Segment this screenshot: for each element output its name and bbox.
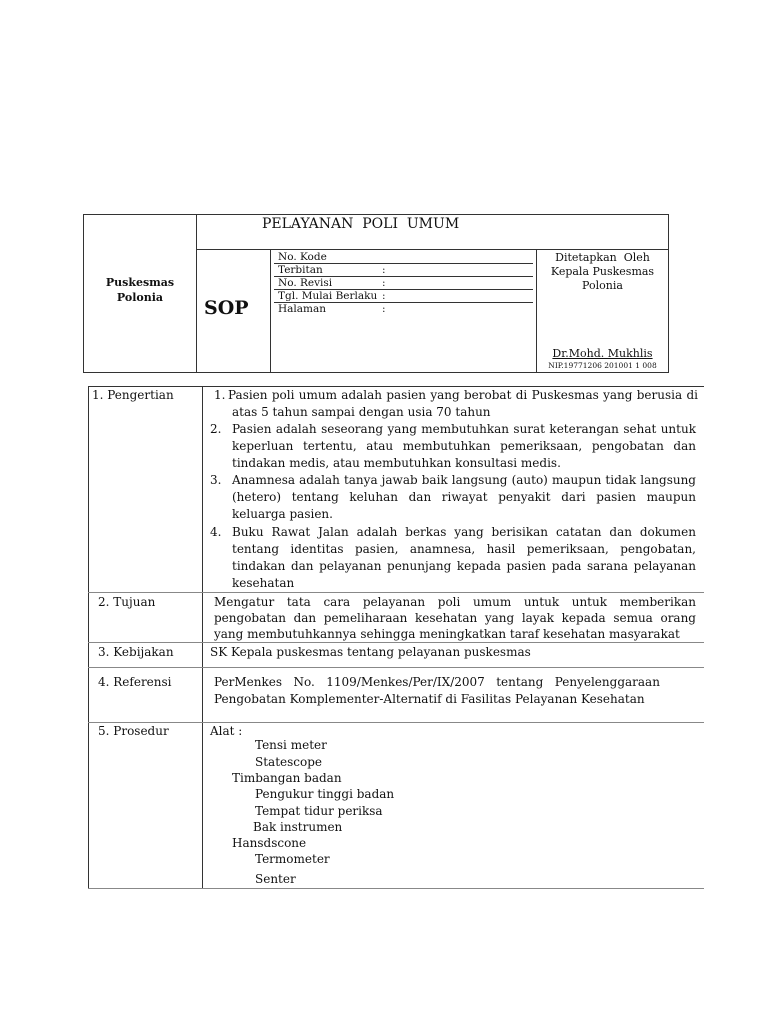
organization-name (84, 275, 196, 305)
field-label-kode: No. Kode (278, 251, 327, 263)
section-label-pengertian: 1. Pengertian (92, 388, 174, 402)
signatory-nip: NIP.19771206 201001 1 008 (548, 361, 657, 370)
field-colon-halaman: : (382, 303, 386, 315)
approval-block (537, 251, 668, 293)
section-label-prosedur: 5. Prosedur (98, 724, 169, 738)
field-label-terbitan: Terbitan (278, 264, 323, 276)
approval-line3: Polonia (582, 279, 623, 292)
field-label-halaman: Halaman (278, 303, 327, 315)
field-colon-tgl-mulai: : (382, 290, 386, 302)
referensi-line1: PerMenkes No. 1109/Menkes/Per/IX/2007 tentang Penyelenggaraan (214, 675, 660, 689)
field-colon-terbitan: : (382, 264, 386, 276)
pengertian-item: Pasien adalah seseorang yang membutuhkan surat keterangan sehat untuk keperluan tertentu, atau membutuhkan pemeriksaan, pengobatan dan tindakan medis, atau membutuhkan konsultasi medis. (232, 422, 696, 470)
alat-label: Alat : (210, 724, 243, 738)
field-colon-revisi: : (382, 277, 386, 289)
tool-item: Timbangan badan (232, 771, 342, 785)
tujuan-text: Mengatur tata cara pelayanan poli umum untuk untuk memberikan pengobatan dan pemeliharaan kesehatan yang layak kepada semua orang yang membutuhkannya sehingga meningkatkan taraf kesehatan masyarakat (214, 595, 696, 641)
section-label-referensi: 4. Referensi (98, 675, 172, 689)
tool-item: Senter (255, 872, 296, 886)
tool-item: Bak instrumen (253, 820, 343, 834)
organization-name-line2: Polonia (116, 291, 164, 304)
field-label-revisi: No. Revisi (278, 277, 333, 289)
organization-name-line1: Puskesmas (105, 276, 175, 289)
pengertian-item-number: 2. (210, 422, 222, 436)
referensi-line2: Pengobatan Komplementer-Alternatif di Fasilitas Pelayanan Kesehatan (214, 692, 645, 706)
tool-item: Tensi meter (255, 738, 327, 752)
approval-line1: Ditetapkan Oleh (555, 251, 650, 264)
tool-item: Hansdscone (232, 836, 307, 850)
section-label-kebijakan: 3. Kebijakan (98, 645, 174, 659)
pengertian-item: Anamnesa adalah tanya jawab baik langsung (auto) maupun tidak langsung (hetero) tentang keluhan dan riwayat penyakit dari pasien maupun keluarga pasien. (232, 473, 696, 521)
tool-item: Termometer (255, 852, 330, 866)
signatory-name: Dr.Mohd. Mukhlis (552, 347, 653, 360)
pengertian-item-number: 1. (214, 388, 226, 402)
section-label-tujuan: 2. Tujuan (98, 595, 156, 609)
document-title: PELAYANAN POLI UMUM (262, 216, 460, 232)
pengertian-item-number: 3. (210, 473, 222, 487)
tool-item: Pengukur tinggi badan (255, 787, 395, 801)
sop-label: SOP (204, 297, 249, 319)
field-label-tgl-mulai: Tgl. Mulai Berlaku (278, 290, 378, 302)
approval-line2: Kepala Puskesmas (550, 265, 655, 278)
pengertian-item: Pasien poli umum adalah pasien yang berobat di Puskesmas yang berusia di atas 5 tahun sampai dengan usia 70 tahun (228, 388, 698, 419)
pengertian-item-number: 4. (210, 525, 222, 539)
pengertian-item: Buku Rawat Jalan adalah berkas yang berisikan catatan dan dokumen tentang identitas pasien, anamnesa, hasil pemeriksaan, pengobatan, tindakan dan pelayanan penunjang kepada pasien pada sarana pelayanan kesehatan (232, 525, 696, 590)
kebijakan-text: SK Kepala puskesmas tentang pelayanan puskesmas (210, 645, 531, 659)
tool-item: Statescope (255, 755, 323, 769)
tool-item: Tempat tidur periksa (255, 804, 383, 818)
